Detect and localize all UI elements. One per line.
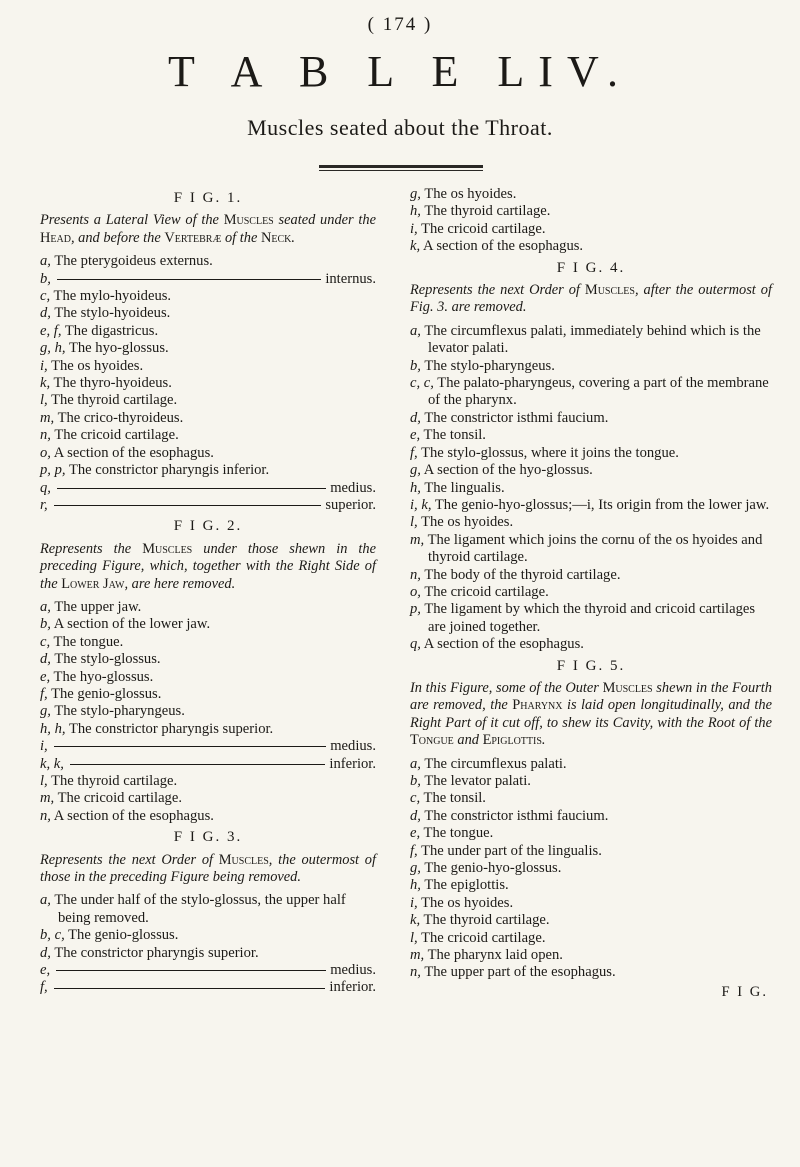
entry-text: medius. <box>330 738 376 755</box>
key-entry <box>40 480 376 497</box>
description-term: Neck <box>260 229 292 246</box>
entry-text: The cricoid cartilage. <box>424 583 549 600</box>
key-entry <box>410 567 772 584</box>
entry-letter: r, <box>40 496 48 513</box>
key-entry <box>410 895 772 912</box>
key-entry <box>410 825 772 842</box>
key-entry <box>40 669 376 686</box>
entry-letter: h, <box>410 877 421 894</box>
entry-letter: b, c, <box>40 927 65 944</box>
key-entry <box>40 892 376 927</box>
key-entry <box>410 375 772 410</box>
entry-letter: i, <box>410 220 418 237</box>
fig-1-heading: F I G. 1. <box>173 190 243 206</box>
right-column <box>410 186 772 1001</box>
key-entry <box>40 599 376 616</box>
entry-letter: q, <box>410 636 421 653</box>
entry-letter: i, <box>410 894 418 911</box>
entry-letter: f, <box>410 842 418 859</box>
entry-text: A section of the hyo-glossus. <box>423 462 593 479</box>
entry-text: The constrictor pharyngis superior. <box>68 720 274 737</box>
entry-text: The genio-glossus. <box>68 927 179 944</box>
key-entry <box>40 703 376 720</box>
entry-letter: c, c, <box>410 375 434 392</box>
key-entry <box>40 790 376 807</box>
entry-text: The tonsil. <box>423 790 486 807</box>
fig-5-entries <box>410 756 772 982</box>
entry-text: The constrictor pharyngis inferior. <box>68 462 270 479</box>
entry-letter: n, <box>40 807 51 824</box>
key-entry <box>410 532 772 567</box>
entry-letter: e, <box>40 668 51 685</box>
fig-2-description <box>40 541 376 593</box>
entry-text: The cricoid cartilage. <box>421 220 546 237</box>
key-entry <box>410 860 772 877</box>
entry-text: inferior. <box>329 979 376 996</box>
key-entry <box>410 497 772 514</box>
entry-letter: p, p, <box>40 462 66 479</box>
entry-letter: a, <box>40 598 51 615</box>
key-entry <box>40 427 376 444</box>
description-term: Muscles <box>602 679 653 696</box>
entry-letter: a, <box>40 892 51 909</box>
fig-1-section <box>40 190 376 514</box>
page-number: ( 174 ) <box>367 14 433 35</box>
entry-text: The os hyoides. <box>421 894 514 911</box>
description-text: , are here removed. <box>124 575 236 592</box>
entry-letter: p, <box>410 601 421 618</box>
key-entry <box>40 323 376 340</box>
entry-text: The epiglottis. <box>424 877 509 894</box>
entry-letter: f, <box>40 979 48 996</box>
entry-letter: e, <box>410 427 421 444</box>
description-term: Lower Jaw <box>61 575 125 592</box>
entry-letter: a, <box>410 755 421 772</box>
entry-text: The body of the thyroid cartilage. <box>424 566 621 583</box>
entry-letter: g, <box>40 703 51 720</box>
entry-letter: g, <box>410 860 421 877</box>
entry-letter: l, <box>40 392 48 409</box>
entry-letter: f, <box>410 444 418 461</box>
entry-letter: c, <box>40 288 51 305</box>
fig-2-entries <box>40 599 376 825</box>
entry-text: The hyo-glossus. <box>53 668 154 685</box>
description-term: Pharynx <box>512 697 563 714</box>
key-entry <box>410 410 772 427</box>
key-entry <box>40 375 376 392</box>
ornamental-rule <box>319 165 483 168</box>
entry-text: The crico-thyroideus. <box>57 409 184 426</box>
entry-text: The upper part of the esophagus. <box>424 964 616 981</box>
entry-letter: h, <box>410 203 421 220</box>
entry-letter: n, <box>410 964 421 981</box>
fig-5-section <box>410 658 772 982</box>
key-entry <box>410 877 772 894</box>
key-entry <box>410 445 772 462</box>
entry-letter: f, <box>40 685 48 702</box>
key-entry <box>410 358 772 375</box>
entry-text: The constrictor pharyngis superior. <box>54 944 259 961</box>
key-entry <box>40 721 376 738</box>
ditto-dash <box>54 746 326 747</box>
entry-letter: c, <box>40 633 51 650</box>
entry-letter: d, <box>40 305 51 322</box>
entry-text: The cricoid cartilage. <box>57 790 182 807</box>
entry-text: The thyroid cartilage. <box>423 912 550 929</box>
key-entry <box>410 427 772 444</box>
entry-text: The genio-hyo-glossus. <box>424 860 562 877</box>
description-term: Muscles <box>223 212 274 229</box>
entry-text: The os hyoides. <box>424 186 517 202</box>
key-entry <box>410 843 772 860</box>
entry-text: The digastricus. <box>64 322 159 339</box>
key-entry <box>40 945 376 962</box>
ditto-dash <box>56 970 326 971</box>
description-text: In this Figure, some of the Outer <box>410 679 603 696</box>
key-entry <box>410 947 772 964</box>
key-entry <box>40 462 376 479</box>
key-entry <box>410 808 772 825</box>
entry-text: The palato-pharyngeus, covering a part of the membrane of the pharynx. <box>428 375 769 409</box>
entry-letter: d, <box>410 807 421 824</box>
fig-3-heading: F I G. 3. <box>173 829 243 846</box>
key-entry <box>40 634 376 651</box>
catchword: F I G. <box>721 983 768 1000</box>
entry-letter: e, f, <box>40 322 62 339</box>
entry-letter: n, <box>410 566 421 583</box>
fig-4-entries <box>410 323 772 654</box>
entry-text: The os hyoides. <box>421 514 514 531</box>
description-text: Represents the <box>40 540 143 557</box>
fig-4-heading: F I G. 4. <box>556 259 626 276</box>
entry-text: superior. <box>325 496 376 513</box>
entry-letter: o, <box>40 444 51 461</box>
plate-title: T A B L E LIV. <box>167 47 633 96</box>
key-entry <box>410 601 772 636</box>
entry-letter: b, <box>40 270 51 287</box>
key-entry <box>40 738 376 755</box>
fig-2-heading: F I G. 2. <box>173 518 243 535</box>
ditto-dash <box>70 764 325 765</box>
entry-text: The circumflexus palati, immediately behind which is the levator palati. <box>424 322 761 357</box>
entry-text: The thyroid cartilage. <box>424 203 551 220</box>
entry-letter: h, <box>410 479 421 496</box>
fig-5-heading: F I G. 5. <box>556 657 626 674</box>
entry-letter: o, <box>410 583 421 600</box>
fig-1-entries <box>40 253 376 514</box>
key-entry <box>410 221 772 238</box>
key-entry <box>410 203 772 220</box>
ornamental-rule-thin <box>319 170 483 171</box>
entry-letter: m, <box>40 409 55 426</box>
entry-text: The stylo-glossus, where it joins the tongue. <box>421 444 679 461</box>
entry-text: The hyo-glossus. <box>68 340 169 357</box>
fig-2-section <box>40 518 376 825</box>
entry-letter: d, <box>410 409 421 426</box>
description-text: seated under the <box>273 212 376 229</box>
description-term: Muscles <box>218 851 269 868</box>
key-entry <box>40 392 376 409</box>
fig-3-section <box>40 829 376 997</box>
entry-letter: m, <box>410 531 425 548</box>
entry-text: The levator palati. <box>424 773 531 789</box>
entry-text: The pharynx laid open. <box>427 947 563 964</box>
description-term: Epiglottis <box>482 732 542 749</box>
description-text: shewn in the Fourth are removed, the <box>410 679 772 714</box>
entry-letter: k, <box>410 912 421 929</box>
entry-letter: l, <box>410 514 418 531</box>
key-entry <box>40 340 376 357</box>
key-entry <box>410 480 772 497</box>
entry-letter: a, <box>40 253 51 270</box>
key-entry <box>410 186 772 203</box>
key-entry <box>40 288 376 305</box>
key-entry <box>410 756 772 773</box>
key-entry <box>410 323 772 358</box>
description-term: Vertebræ <box>164 229 222 246</box>
entry-text: The ligament by which the thyroid and cricoid cartilages are joined together. <box>424 601 756 635</box>
entry-text: The tongue. <box>423 825 494 842</box>
key-entry <box>40 686 376 703</box>
ditto-dash <box>54 988 326 989</box>
entry-letter: d, <box>40 651 51 668</box>
description-text: of the <box>221 229 261 246</box>
fig-4-section <box>410 260 772 654</box>
entry-letter: b, <box>40 616 51 633</box>
key-entry <box>40 773 376 790</box>
ditto-dash <box>54 505 322 506</box>
key-entry <box>40 358 376 375</box>
entry-letter: l, <box>410 929 418 946</box>
entry-text: The thyro-hyoideus. <box>53 375 172 392</box>
key-entry <box>40 497 376 514</box>
description-term: Head <box>40 229 71 246</box>
entry-letter: h, h, <box>40 720 66 737</box>
key-entry <box>410 636 772 653</box>
key-entry <box>40 616 376 633</box>
key-entry <box>40 979 376 996</box>
key-entry <box>40 756 376 773</box>
description-term: Muscles <box>142 540 193 557</box>
key-entry <box>40 651 376 668</box>
entry-letter: m, <box>410 947 425 964</box>
fig-3-entries-continued <box>410 186 772 256</box>
entry-letter: e, <box>40 962 51 979</box>
entry-text: The circumflexus palati. <box>424 755 567 772</box>
entry-letter: k, <box>40 375 51 392</box>
entry-letter: m, <box>40 790 55 807</box>
entry-letter: g, h, <box>40 340 66 357</box>
entry-text: The cricoid cartilage. <box>54 427 179 444</box>
entry-letter: d, <box>40 944 51 961</box>
entry-letter: q, <box>40 479 51 496</box>
entry-letter: b, <box>410 357 421 374</box>
entry-text: inferior. <box>329 755 376 772</box>
entry-text: The stylo-pharyngeus. <box>54 703 185 720</box>
description-text: Presents a Lateral View of the <box>40 212 224 229</box>
entry-letter: c, <box>410 790 421 807</box>
description-text: , and before the <box>70 229 165 246</box>
entry-letter: g, <box>410 186 421 202</box>
fig-1-description <box>40 212 376 247</box>
entry-letter: b, <box>410 773 421 789</box>
description-text: Represents the next Order of <box>40 851 219 868</box>
key-entry <box>410 462 772 479</box>
key-entry <box>410 238 772 255</box>
entry-text: internus. <box>325 270 376 287</box>
key-entry <box>40 962 376 979</box>
entry-letter: g, <box>410 462 421 479</box>
description-term: Tongue <box>410 732 454 749</box>
entry-text: The pterygoideus externus. <box>54 253 213 270</box>
entry-text: A section of the esophagus. <box>53 444 214 461</box>
entry-text: medius. <box>330 962 376 979</box>
key-entry <box>40 445 376 462</box>
left-column <box>40 186 376 997</box>
entry-text: The constrictor isthmi faucium. <box>424 409 609 426</box>
description-term: Muscles <box>584 282 635 299</box>
entry-text: medius. <box>330 479 376 496</box>
entry-letter: i, k, <box>410 496 432 513</box>
description-text: is laid open longitudinally, and the Right Part of it cut off, to shew its Cavity, with the Root of the <box>410 697 772 731</box>
entry-text: The upper jaw. <box>54 598 142 615</box>
ditto-dash <box>57 279 321 280</box>
key-entry <box>410 912 772 929</box>
key-entry <box>410 790 772 807</box>
entry-text: The stylo-glossus. <box>54 651 161 668</box>
description-text: , after the outermost of Fig. 3. are removed. <box>410 282 772 316</box>
entry-text: The genio-hyo-glossus;—i, Its origin from the lower jaw. <box>434 496 770 513</box>
fig-5-description <box>410 680 772 750</box>
entry-letter: e, <box>410 825 421 842</box>
entry-text: The tongue. <box>53 633 124 650</box>
fig-3-description <box>40 852 376 887</box>
key-entry <box>410 584 772 601</box>
entry-text: The thyroid cartilage. <box>51 392 178 409</box>
entry-text: The os hyoides. <box>51 357 144 374</box>
key-entry <box>40 927 376 944</box>
description-text: . <box>541 732 546 749</box>
ditto-dash <box>57 488 326 489</box>
entry-text: The tonsil. <box>423 427 486 444</box>
key-entry <box>40 253 376 270</box>
key-entry <box>410 930 772 947</box>
key-entry <box>40 808 376 825</box>
entry-letter: n, <box>40 427 51 444</box>
entry-letter: l, <box>40 773 48 789</box>
key-entry <box>410 773 772 790</box>
key-entry <box>40 271 376 288</box>
description-text: . <box>291 229 295 246</box>
entry-text: A section of the esophagus. <box>422 238 584 255</box>
entry-text: A section of the esophagus. <box>53 807 214 824</box>
entry-text: A section of the lower jaw. <box>53 616 211 633</box>
entry-text: The under part of the lingualis. <box>421 842 602 859</box>
entry-text: The stylo-hyoideus. <box>54 305 171 322</box>
entry-text: The cricoid cartilage. <box>421 929 546 946</box>
entry-text: The constrictor isthmi faucium. <box>424 807 609 824</box>
description-text: , the outermost of those in the preceding Figure being removed. <box>40 851 376 886</box>
entry-text: The lingualis. <box>424 479 505 496</box>
description-text: under those shewn in the preceding Figure, which, together with the Right Side of the <box>40 540 376 592</box>
key-entry <box>410 514 772 531</box>
description-text: and <box>453 732 483 749</box>
entry-text: The genio-glossus. <box>51 685 162 702</box>
entry-text: The stylo-pharyngeus. <box>424 357 555 374</box>
entry-text: A section of the esophagus. <box>423 636 584 653</box>
entry-letter: k, k, <box>40 755 64 772</box>
entry-text: The mylo-hyoideus. <box>53 288 172 305</box>
entry-text: The ligament which joins the cornu of the os hyoides and thyroid cartilage. <box>427 531 763 566</box>
entry-text: The thyroid cartilage. <box>51 773 178 789</box>
key-entry <box>40 305 376 322</box>
entry-text: The under half of the stylo-glossus, the upper half being removed. <box>54 892 346 926</box>
fig-3-entries <box>40 892 376 996</box>
entry-letter: a, <box>410 322 421 339</box>
description-text: Represents the next Order of <box>410 282 585 299</box>
entry-letter: k, <box>410 238 421 255</box>
key-entry <box>410 964 772 981</box>
entry-letter: i, <box>40 738 48 755</box>
entry-letter: i, <box>40 357 48 374</box>
plate-subtitle: Muscles seated about the Throat. <box>247 115 553 140</box>
key-entry <box>40 410 376 427</box>
fig-4-description <box>410 282 772 317</box>
